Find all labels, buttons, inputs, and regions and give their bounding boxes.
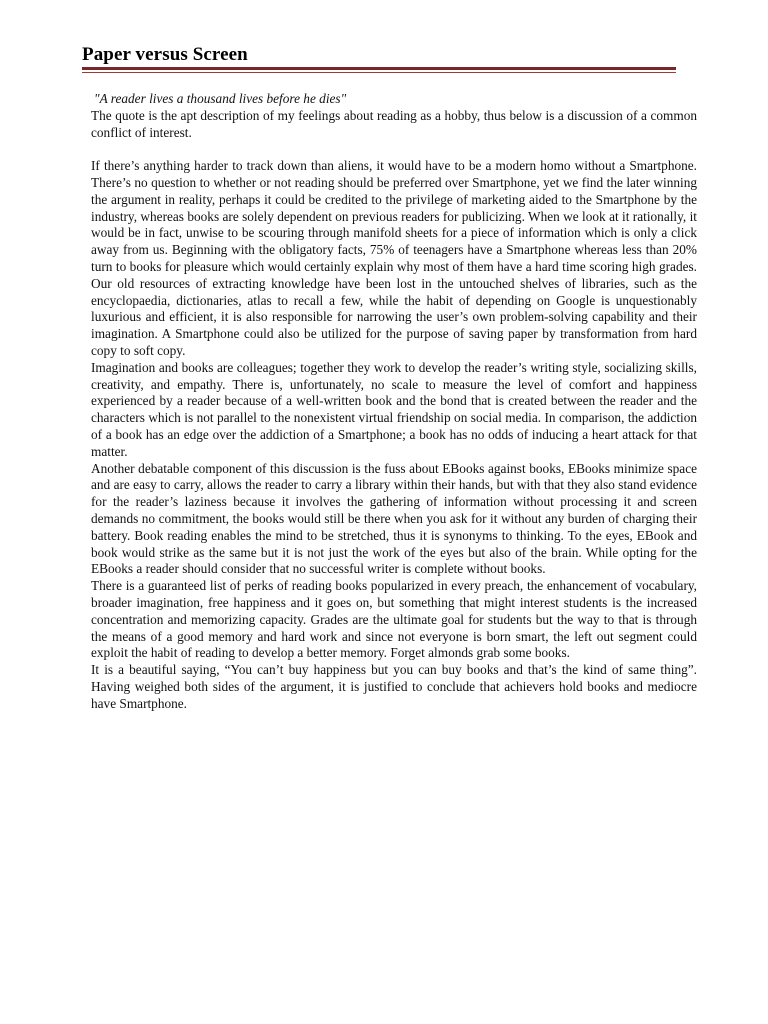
paragraph-ebooks: Another debatable component of this discussion is the fuss about EBooks against books, EBooks minimize space and are easy to carry, allows the reader to carry a library within their hands, but with that they also stand evidence for the reader’s laziness because it involves the gathering of information without processing it and screen demands no commitment, the books would still be there when you ask for it without any burden of charging their battery. Book reading enables the mind to be stretched, thus it is synonyms to thinking. To the eyes, EBook and book would strike as the same but it is not just the work of the eyes but also of the brain. While opting for the EBooks a reader should consider that no successful writer is complete without books. (91, 460, 697, 577)
paragraph-conclusion: It is a beautiful saying, “You can’t buy happiness but you can buy books and that’s the kind of same thing”. Having weighed both sides of the argument, it is justified to conclude that achievers hold books and mediocre have Smartphone. (91, 662, 697, 711)
document-title: Paper versus Screen (82, 44, 248, 65)
intro-paragraph: The quote is the apt description of my feelings about reading as a hobby, thus below is a discussion of a common conflict of interest. (91, 107, 697, 140)
title-underline-thin (82, 72, 676, 73)
paragraph-smartphone: If there’s anything harder to track down than aliens, it would have to be a modern homo without a Smartphone. There’s no question to whether or not reading should be preferred over Smartphone, yet we find the later winning the argument in reality, perhaps it could be credited to the privilege of marketing aided to the Smartphone by the industry, whereas books are solely dependent on previous readers for publicizing. When we look at it rationally, it would be in fact, unwise to be scouring through manifold sheets for a piece of information which is only a click away from us. Beginning with the obligatory facts, 75% of teenagers have a Smartphone whereas less than 20% turn to books for pleasure which would certainly explain why most of them have a hard time scoring high grades. Our old resources of extracting knowledge have been lost in the untouched shelves of libraries, such as the encyclopaedia, dictionaries, atlas to recall a few, while the habit of depending on Google is unquestionably luxurious and efficient, it is also responsible for narrowing the user’s own problem-solving capability and their imagination. A Smartphone could also be utilized for the purpose of saving paper by transformation from hard copy to soft copy. (91, 158, 697, 358)
document-body (91, 91, 697, 712)
opening-quote: "A reader lives a thousand lives before he dies" (94, 91, 347, 106)
title-underline-thick (82, 67, 676, 70)
paragraph-perks: There is a guaranteed list of perks of reading books popularized in every preach, the enhancement of vocabulary, broader imagination, free happiness and it goes on, but something that might interest students is the increased concentration and memorizing capacity. Grades are the ultimate goal for students but the way to that is through the means of a good memory and hard work and since not everyone is born smart, the left out segment could exploit the habit of reading to develop a better memory. Forget almonds grab some books. (91, 578, 697, 661)
paragraph-imagination: Imagination and books are colleagues; together they work to develop the reader’s writing style, socializing skills, creativity, and empathy. There is, unfortunately, no scale to measure the level of comfort and happiness experienced by a reader because of a well-written book and the bond that is created between the reader and the characters which is not parallel to the nonexistent virtual friendship on social media. In comparison, the addiction of a book has an edge over the addiction of a Smartphone; a book has no odds of inducing a heart attack for that matter. (91, 359, 697, 459)
